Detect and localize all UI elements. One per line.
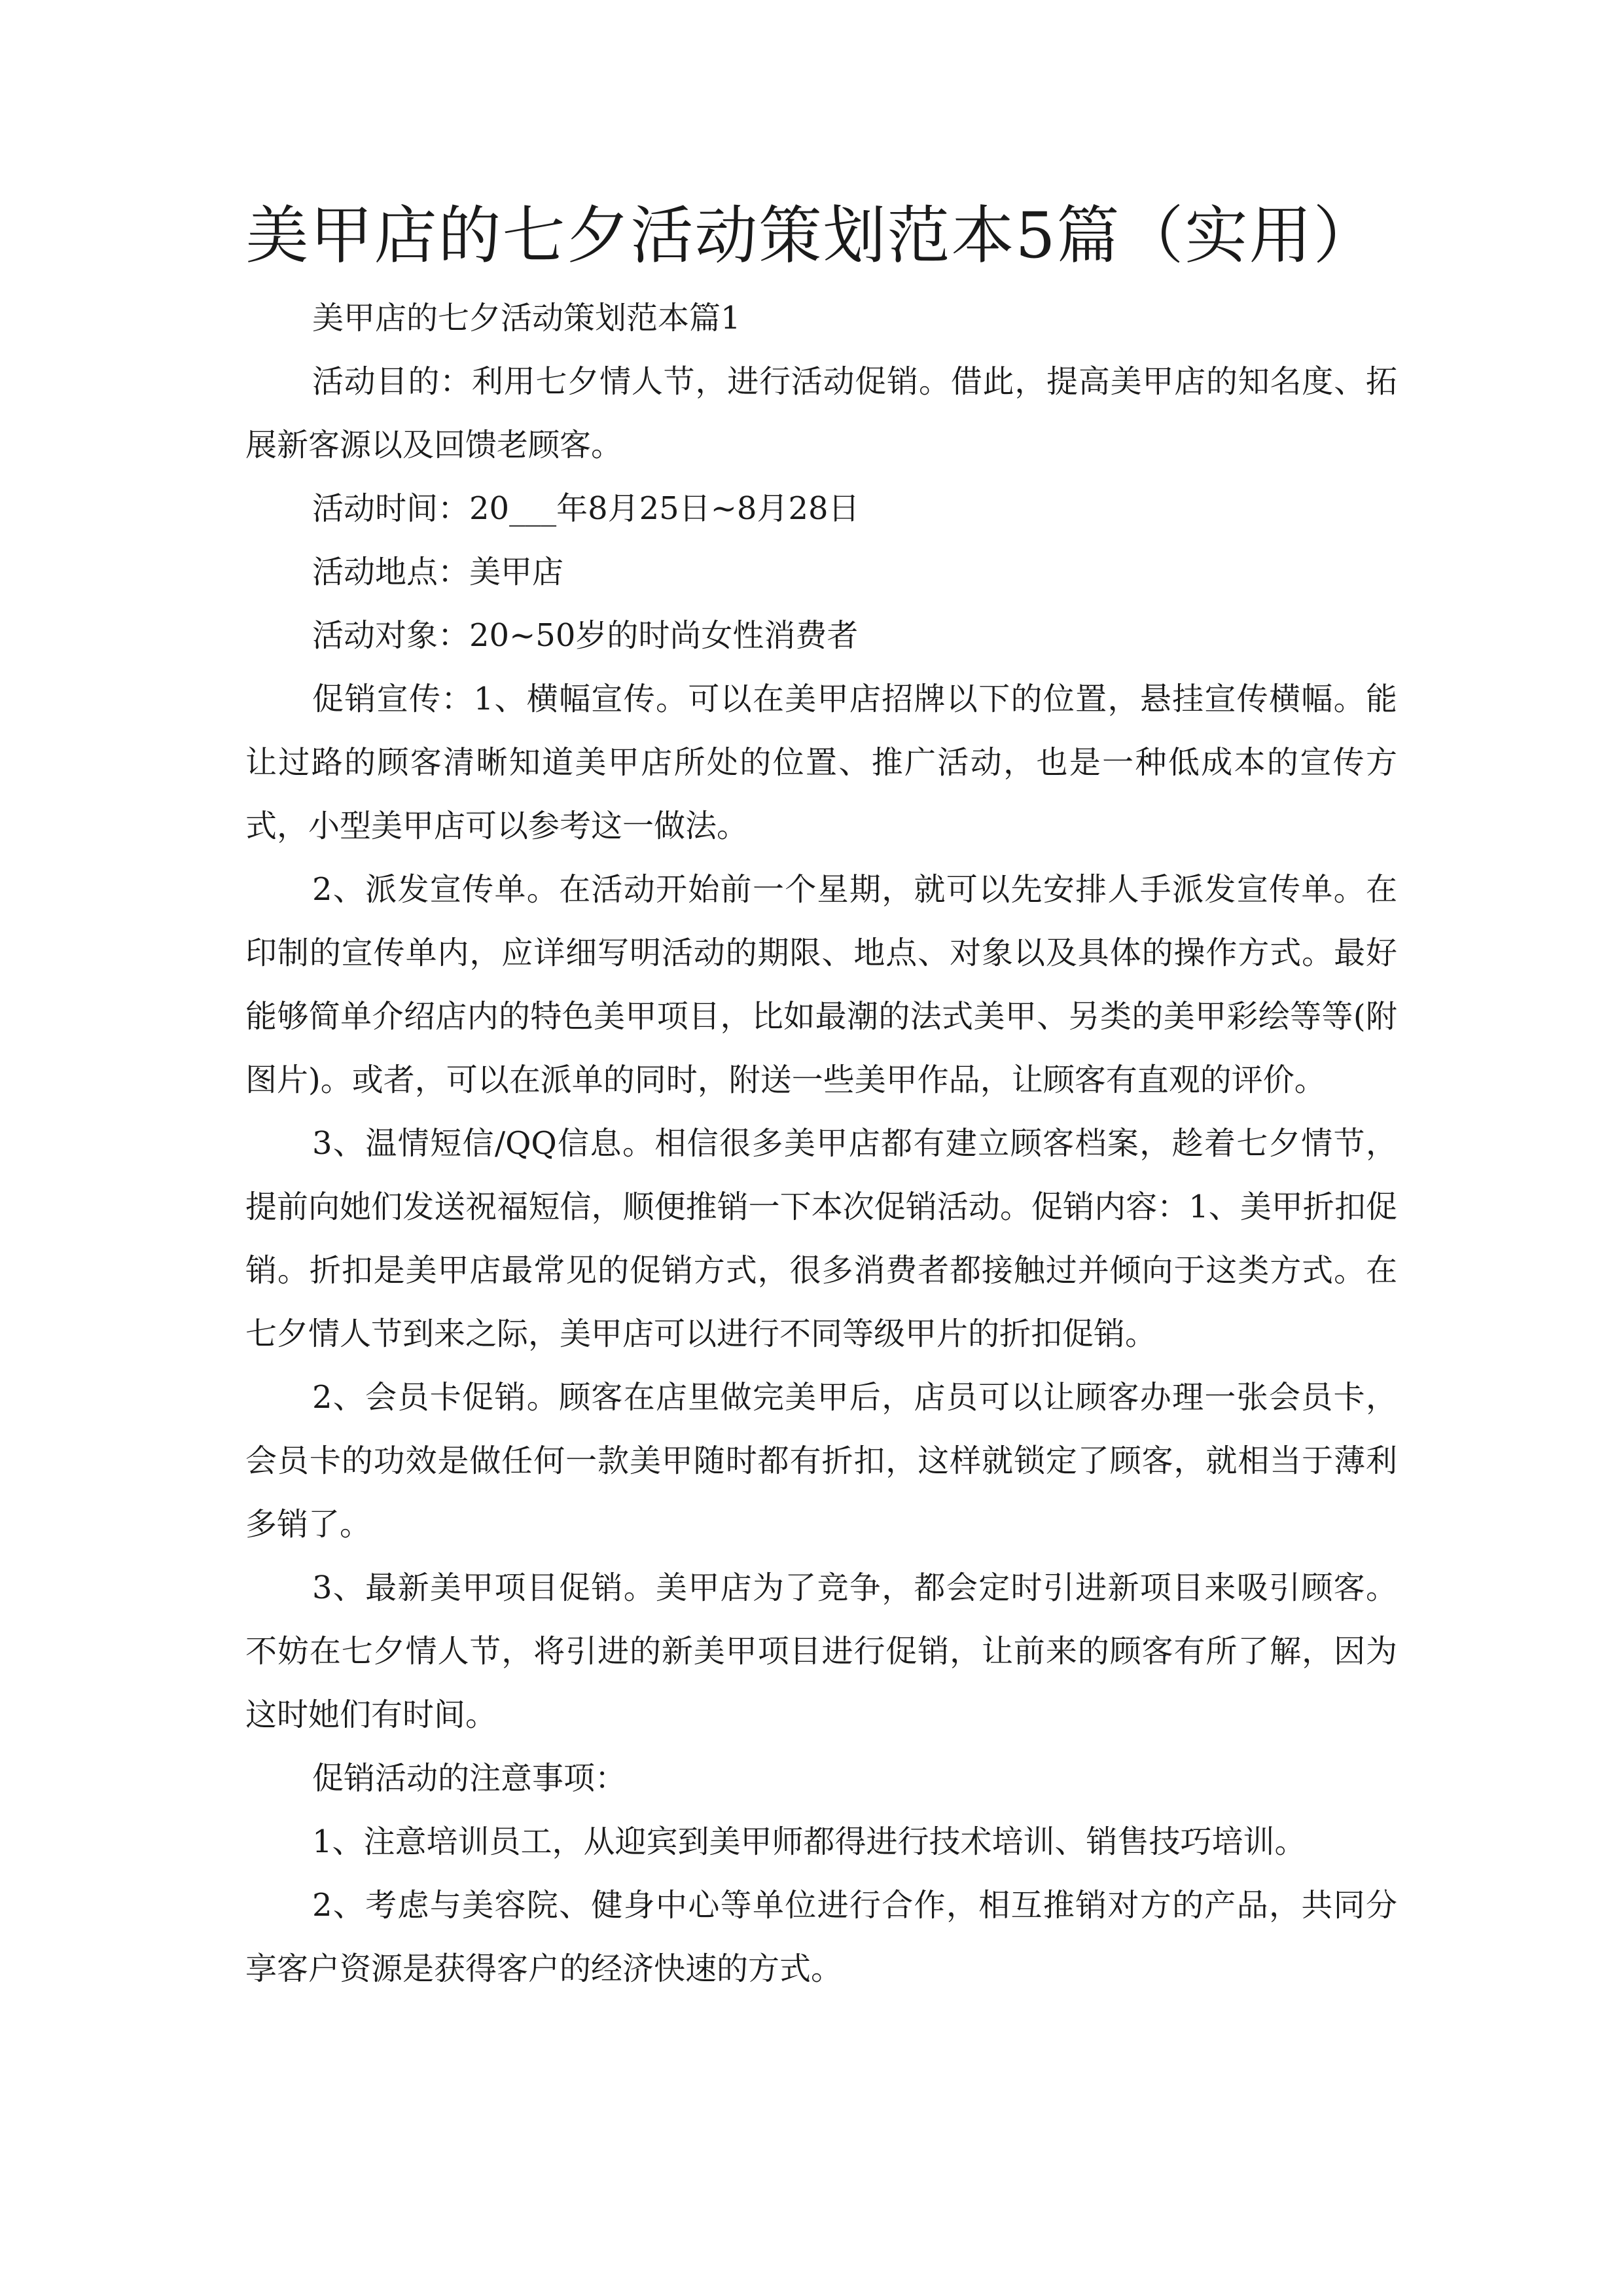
document-title: 美甲店的七夕活动策划范本5篇（实用） [245,199,1378,272]
paragraph-time: 活动时间：20___年8月25日~8月28日 [312,490,860,527]
paragraph-purpose: 活动目的：利用七夕情人节，进行活动促销。借此，提高美甲店的知名度、拓展新客源以及回馈老顾客。 [245,363,1397,463]
paragraph-flyers: 2、派发宣传单。在活动开始前一个星期，就可以先安排人手派发宣传单。在印制的宣传单内，应详细写明活动的期限、地点、对象以及具体的操作方式。最好能够简单介绍店内的特色美甲项目，比如最潮的法式美甲、另类的美甲彩绘等等(附图片)。或者，可以在派单的同时，附送一些美甲作品，让顾客有直观的评价。 [245,871,1397,1098]
paragraph-sms: 3、温情短信/QQ信息。相信很多美甲店都有建立顾客档案，趁着七夕情节，提前向她们发送祝福短信，顺便推销一下本次促销活动。促销内容：1、美甲折扣促销。折扣是美甲店最常见的促销方式，很多消费者都接触过并倾向于这类方式。在七夕情人节到来之际，美甲店可以进行不同等级甲片的折扣促销。 [245,1125,1397,1352]
paragraph-note-training: 1、注意培训员工，从迎宾到美甲师都得进行技术培训、销售技巧培训。 [312,1823,1306,1860]
section-heading: 美甲店的七夕活动策划范本篇1 [312,300,741,336]
paragraph-notes-heading: 促销活动的注意事项： [312,1760,627,1797]
paragraph-audience: 活动对象：20~50岁的时尚女性消费者 [312,617,859,654]
paragraph-location: 活动地点：美甲店 [312,554,564,590]
paragraph-promotion-banner: 促销宣传：1、横幅宣传。可以在美甲店招牌以下的位置，悬挂宣传横幅。能让过路的顾客清晰知道美甲店所处的位置、推广活动，也是一种低成本的宣传方式，小型美甲店可以参考这一做法。 [245,681,1397,844]
document-body [245,287,1397,2001]
paragraph-note-cooperation: 2、考虑与美容院、健身中心等单位进行合作，相互推销对方的产品，共同分享客户资源是获得客户的经济快速的方式。 [245,1887,1397,1987]
paragraph-new-items: 3、最新美甲项目促销。美甲店为了竞争，都会定时引进新项目来吸引顾客。不妨在七夕情人节，将引进的新美甲项目进行促销，让前来的顾客有所了解，因为这时她们有时间。 [245,1570,1397,1733]
paragraph-membership: 2、会员卡促销。顾客在店里做完美甲后，店员可以让顾客办理一张会员卡，会员卡的功效是做任何一款美甲随时都有折扣，这样就锁定了顾客，就相当于薄利多销了。 [245,1379,1397,1543]
